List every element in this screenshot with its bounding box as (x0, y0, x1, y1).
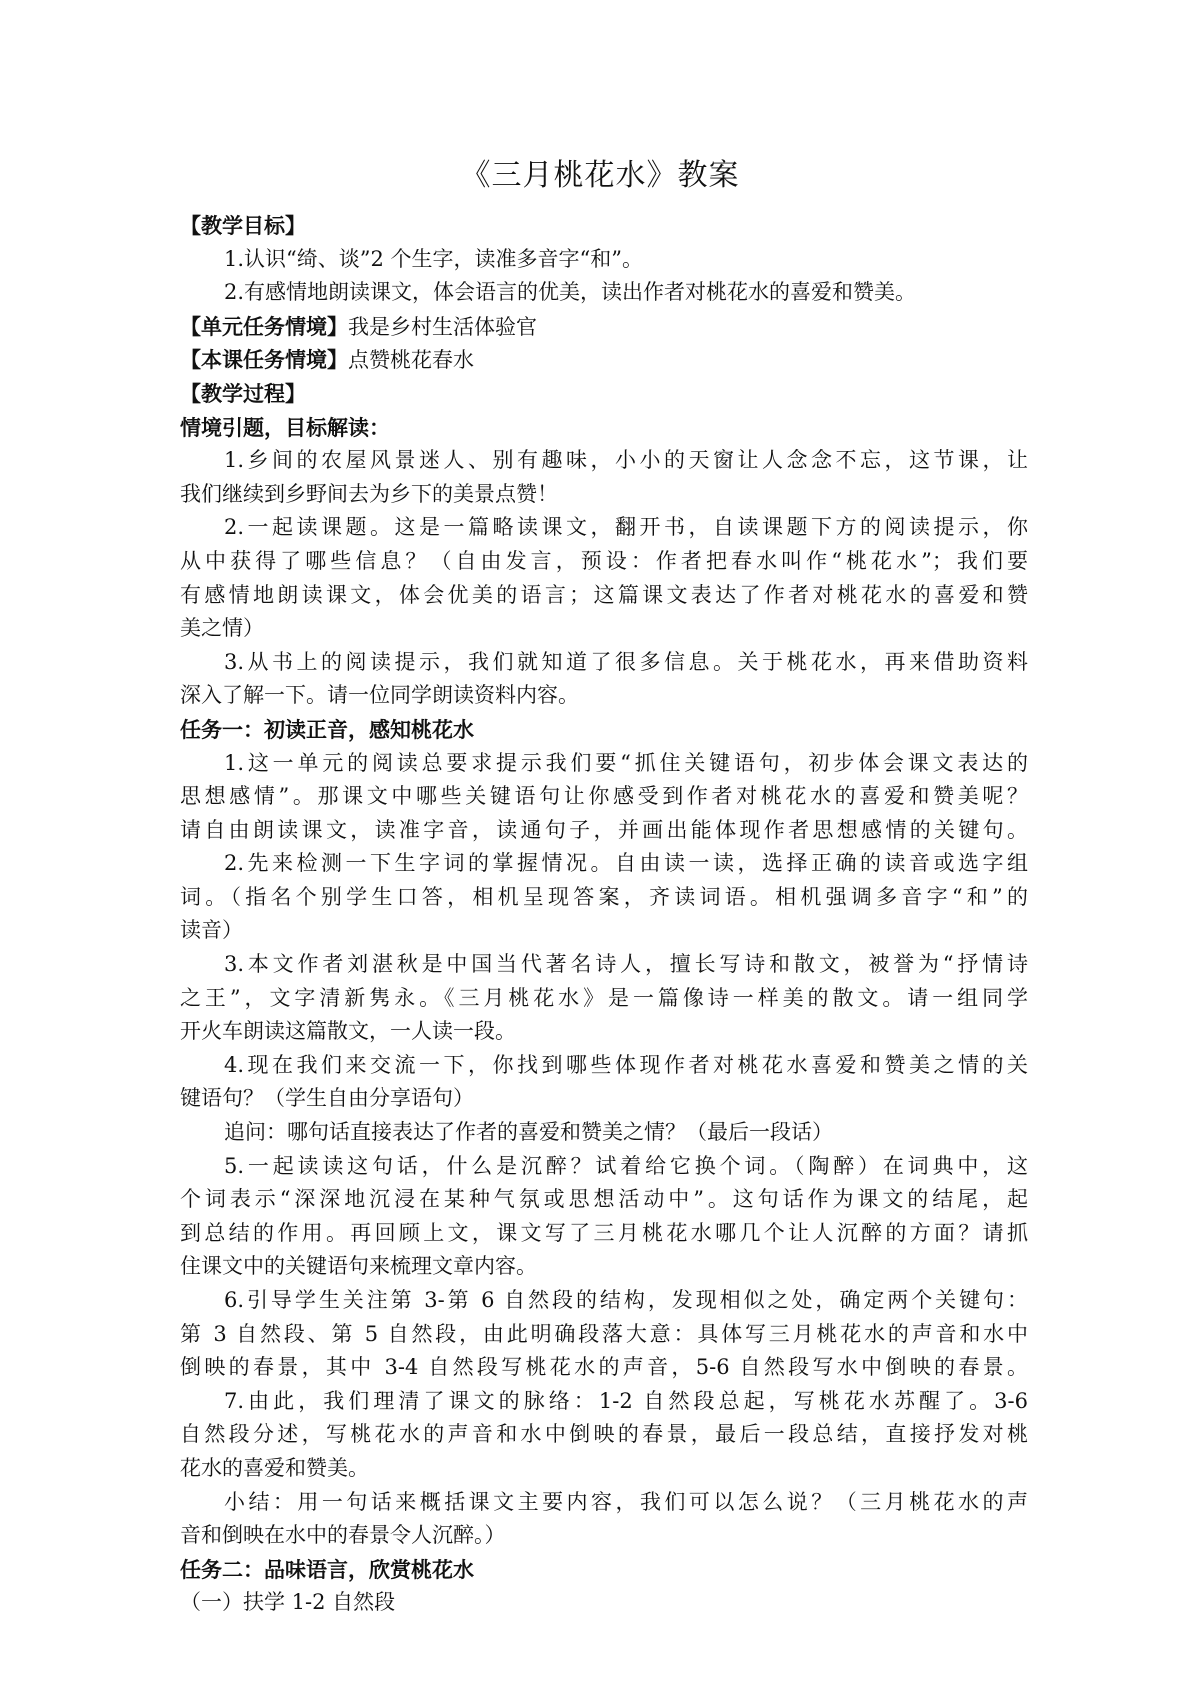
body-text: 自然段分述，写桃花水的声音和水中倒映的春景，最后一段总结，直接抒发对桃 (180, 1422, 1028, 1447)
body-text: 读音） (180, 918, 243, 943)
body-text: 有感情地朗读课文，体会优美的语言；这篇课文表达了作者对桃花水的喜爱和赞 (180, 582, 1028, 607)
body-text: 住课文中的关键语句来梳理文章内容。 (180, 1254, 537, 1279)
bold-text: 任务一：初读正音，感知桃花水 (180, 716, 474, 742)
body-text: 到总结的作用。再回顾上文，课文写了三月桃花水哪几个让人沉醉的方面？请抓 (180, 1220, 1028, 1245)
text-line (180, 1519, 1028, 1553)
body-text: 1.乡间的农屋风景迷人、别有趣味，小小的天窗让人念念不忘，这节课，让 (224, 448, 1028, 473)
bold-text: 【单元任务情境】 (180, 313, 348, 339)
body-text: 从中获得了哪些信息？（自由发言，预设：作者把春水叫作“桃花水”；我们要 (180, 548, 1028, 573)
body-text: 追问：哪句话直接表达了作者的喜爱和赞美之情？（最后一段话） (224, 1120, 833, 1145)
body-text: 个词表示“深深地沉浸在某种气氛或思想活动中”。这句话作为课文的结尾，起 (180, 1187, 1028, 1212)
text-line (180, 1452, 1028, 1486)
text-line (180, 310, 1028, 344)
body-text: 深入了解一下。请一位同学朗读资料内容。 (180, 683, 579, 708)
text-line (180, 1150, 1028, 1184)
body-text: 思想感情”。那课文中哪些关键语句让你感受到作者对桃花水的喜爱和赞美呢？ (180, 784, 1028, 809)
text-line (180, 612, 1028, 646)
body-text: 1.这一单元的阅读总要求提示我们要“抓住关键语句，初步体会课文表达的 (224, 750, 1028, 775)
text-line (180, 1351, 1028, 1385)
body-text: 之王”，文字清新隽永。《三月桃花水》是一篇像诗一样美的散文。请一组同学 (180, 985, 1028, 1010)
text-line (180, 1284, 1028, 1318)
body-text: 键语句？（学生自由分享语句） (180, 1086, 474, 1111)
bold-text: 【教学目标】 (180, 213, 306, 238)
text-line (180, 1049, 1028, 1083)
text-line (180, 814, 1028, 848)
text-line (180, 1318, 1028, 1352)
body-text: 6.引导学生关注第 3-第 6 自然段的结构，发现相似之处，确定两个关键句： (224, 1288, 1028, 1312)
text-line (180, 713, 1028, 747)
text-line (180, 1586, 1028, 1620)
bold-text: 情境引题，目标解读： (180, 414, 390, 440)
body-text: 2.先来检测一下生字词的掌握情况。自由读一读，选择正确的读音或选字组 (224, 851, 1028, 876)
text-line (180, 982, 1028, 1016)
body-text: 5.一起读读这句话，什么是沉醉？试着给它换个词。（陶醉）在词典中，这 (224, 1153, 1028, 1178)
body-text: 1.认识“绮、谈”2 个生字，读准多音字“和”。 (224, 246, 644, 271)
body-text: 倒映的春景，其中 3-4 自然段写桃花水的声音，5-6 自然段写水中倒映的春景。 (180, 1355, 1028, 1380)
body-text: 我们继续到乡野间去为乡下的美景点赞！ (180, 481, 558, 506)
text-line (180, 1217, 1028, 1251)
text-line (180, 276, 1028, 310)
text-line (180, 1183, 1028, 1217)
body-text: 开火车朗读这篇散文，一人读一段。 (180, 1019, 516, 1044)
body-text: （一）扶学 1-2 自然段 (180, 1590, 396, 1615)
body-text: 2.有感情地朗读课文，体会语言的优美，读出作者对桃花水的喜爱和赞美。 (224, 280, 917, 305)
body-text: 3.本文作者刘湛秋是中国当代著名诗人，擅长写诗和散文，被誉为“抒情诗 (224, 952, 1028, 977)
text-line (180, 1116, 1028, 1150)
bold-text: 【教学过程】 (180, 380, 306, 406)
text-line (180, 343, 1028, 377)
text-line (180, 511, 1028, 545)
text-line (180, 478, 1028, 512)
text-line (180, 1015, 1028, 1049)
text-line (180, 243, 1028, 277)
text-line (180, 545, 1028, 579)
text-line (180, 948, 1028, 982)
body-text: 2.一起读课题。这是一篇略读课文，翻开书，自读课题下方的阅读提示，你 (224, 515, 1028, 540)
text-line (180, 1385, 1028, 1419)
body-text: 4.现在我们来交流一下，你找到哪些体现作者对桃花水喜爱和赞美之情的关 (224, 1052, 1028, 1077)
text-line (180, 747, 1028, 781)
text-line (180, 679, 1028, 713)
body-text: 花水的喜爱和赞美。 (180, 1455, 369, 1480)
body-text: 3.从书上的阅读提示，我们就知道了很多信息。关于桃花水，再来借助资料 (224, 649, 1028, 674)
text-line (180, 914, 1028, 948)
text-line (180, 881, 1028, 915)
body-text: 7.由此，我们理清了课文的脉络：1-2 自然段总起，写桃花水苏醒了。3-6 (224, 1388, 1028, 1413)
text-line (180, 579, 1028, 613)
text-line (180, 847, 1028, 881)
text-line (180, 411, 1028, 445)
text-line (180, 1250, 1028, 1284)
text-line (180, 646, 1028, 680)
document-body (180, 209, 1028, 1620)
body-text: 请自由朗读课文，读准字音，读通句子，并画出能体现作者思想感情的关键句。 (180, 817, 1028, 842)
body-text: 词。（指名个别学生口答，相机呈现答案，齐读词语。相机强调多音字“和”的 (180, 884, 1028, 909)
text-line (180, 209, 1028, 243)
bold-text: 【本课任务情境】 (180, 347, 348, 373)
text-line (180, 444, 1028, 478)
body-text: 美之情） (180, 616, 264, 641)
body-text: 我是乡村生活体验官 (348, 314, 537, 339)
body-text: 点赞桃花春水 (348, 348, 474, 373)
body-text: 第 3 自然段、第 5 自然段，由此明确段落大意：具体写三月桃花水的声音和水中 (180, 1321, 1028, 1346)
bold-text: 任务二：品味语言，欣赏桃花水 (180, 1556, 474, 1582)
text-line (180, 1486, 1028, 1520)
text-line (180, 377, 1028, 411)
text-line (180, 1553, 1028, 1587)
body-text: 小结：用一句话来概括课文主要内容，我们可以怎么说？（三月桃花水的声 (224, 1489, 1028, 1514)
document-title: 《三月桃花水》教案 (460, 158, 740, 193)
text-line (180, 1082, 1028, 1116)
text-line (180, 780, 1028, 814)
text-line (180, 1418, 1028, 1452)
body-text: 音和倒映在水中的春景令人沉醉。） (180, 1523, 506, 1548)
